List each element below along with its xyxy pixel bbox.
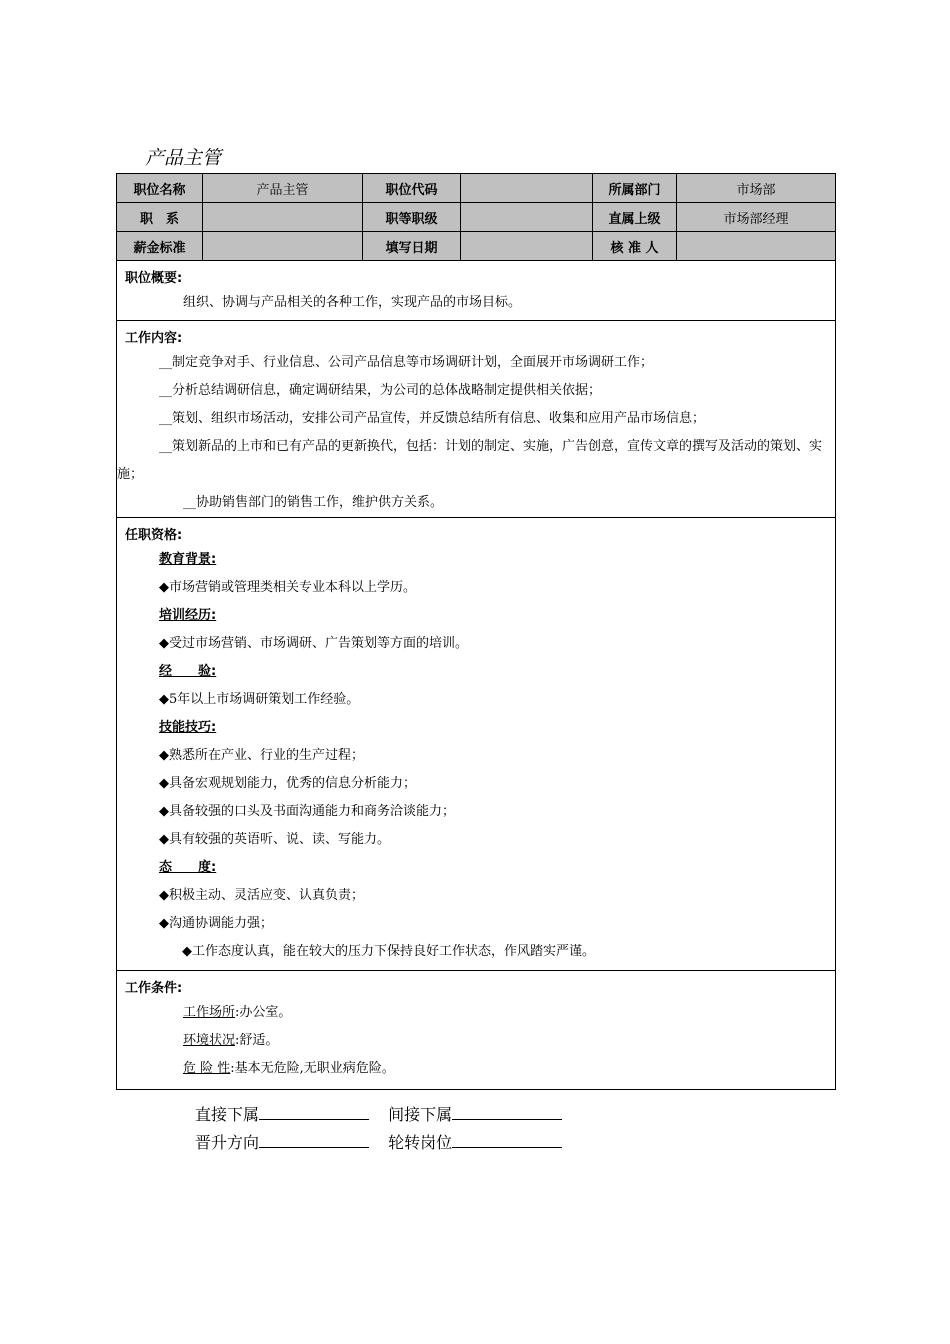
page-title: 产品主管: [145, 147, 222, 169]
workplace-value: :办公室。: [235, 1005, 292, 1020]
cell-label: 职位代码: [363, 174, 461, 203]
job-description-table: [116, 173, 836, 1090]
list-item: ◆受过市场营销、市场调研、广告策划等方面的培训。: [159, 636, 468, 651]
list-item: __策划新品的上市和已有产品的更新换代，包括：计划的制定、实施，广告创意，宣传文章的撰写及活动的策划、实施；: [117, 439, 823, 482]
indirect-subordinates-label: 间接下属: [388, 1105, 453, 1124]
attitude-heading: 态 度:: [159, 860, 217, 875]
list-item: ◆积极主动、灵活应变、认真负责；: [159, 888, 364, 903]
qualifications-section: [117, 518, 836, 971]
environment-label: 环境状况: [183, 1033, 236, 1048]
cell-value: [461, 232, 593, 261]
indirect-subordinates-field[interactable]: [452, 1105, 562, 1120]
cell-value: [461, 174, 593, 203]
conditions-section: [117, 971, 836, 1090]
list-item: __分析总结调研信息，确定调研结果，为公司的总体战略制定提供相关依据；: [159, 383, 602, 398]
experience-heading: 经 验:: [159, 664, 217, 679]
list-item: __制定竞争对手、行业信息、公司产品信息等市场调研计划，全面展开市场调研工作；: [159, 355, 654, 370]
list-item: __策划、组织市场活动，安排公司产品宣传，并反馈总结所有信息、收集和应用产品市场信息；: [159, 411, 706, 426]
list-item: ◆熟悉所在产业、行业的生产过程；: [159, 748, 364, 763]
environment-row: [117, 1027, 835, 1055]
training-heading: 培训经历:: [159, 608, 217, 623]
cell-value: [677, 232, 836, 261]
section-title: 工作内容:: [125, 331, 183, 346]
education-heading: 教育背景:: [159, 552, 217, 567]
cell-label: 职位名称: [117, 174, 203, 203]
work-section: [117, 321, 836, 518]
footer-row-subordinates: [195, 1102, 562, 1125]
cell-value: 产品主管: [203, 174, 363, 203]
cell-value: 市场部经理: [677, 203, 836, 232]
risk-label: 危 险 性: [183, 1061, 231, 1076]
direct-subordinates-field[interactable]: [259, 1105, 369, 1120]
promotion-field[interactable]: [259, 1133, 369, 1148]
list-item: ◆具有较强的英语听、说、读、写能力。: [159, 832, 390, 847]
overview-text: 组织、协调与产品相关的各种工作，实现产品的市场目标。: [183, 295, 522, 310]
section-title: 工作条件:: [125, 981, 183, 996]
workplace-label: 工作场所: [183, 1005, 236, 1020]
section-title: 职位概要:: [125, 271, 183, 286]
header-row: [117, 174, 836, 203]
cell-value: [203, 232, 363, 261]
overview-section: [117, 261, 836, 321]
workplace-row: [117, 999, 835, 1027]
cell-value: 市场部: [677, 174, 836, 203]
environment-value: :舒适。: [235, 1033, 279, 1048]
cell-label: 职 系: [117, 203, 203, 232]
cell-value: [461, 203, 593, 232]
rotation-label: 轮转岗位: [388, 1133, 453, 1152]
list-item: ◆具备宏观规划能力，优秀的信息分析能力；: [159, 776, 416, 791]
cell-label: 填写日期: [363, 232, 461, 261]
list-item: ◆沟通协调能力强；: [159, 916, 273, 931]
list-item: ◆具备较强的口头及书面沟通能力和商务洽谈能力；: [159, 804, 455, 819]
header-row: [117, 203, 836, 232]
risk-row: [117, 1055, 835, 1083]
direct-subordinates-label: 直接下属: [195, 1105, 260, 1124]
cell-label: 所属部门: [593, 174, 677, 203]
section-title: 任职资格:: [125, 528, 183, 543]
list-item: ◆工作态度认真，能在较大的压力下保持良好工作状态，作风踏实严谨。: [182, 944, 595, 959]
cell-value: [203, 203, 363, 232]
list-item: ◆市场营销或管理类相关专业本科以上学历。: [159, 580, 416, 595]
cell-label: 核 准 人: [593, 232, 677, 261]
cell-label: 直属上级: [593, 203, 677, 232]
promotion-label: 晋升方向: [195, 1133, 260, 1152]
rotation-field[interactable]: [452, 1133, 562, 1148]
risk-value: :基本无危险,无职业病危险。: [230, 1061, 395, 1076]
list-item: ◆5年以上市场调研策划工作经验。: [159, 692, 360, 707]
cell-label: 薪金标准: [117, 232, 203, 261]
skills-heading: 技能技巧:: [159, 720, 217, 735]
footer-row-career: [195, 1130, 562, 1153]
cell-label: 职等职级: [363, 203, 461, 232]
header-row: [117, 232, 836, 261]
list-item: __协助销售部门的销售工作，维护供方关系。: [183, 495, 444, 510]
